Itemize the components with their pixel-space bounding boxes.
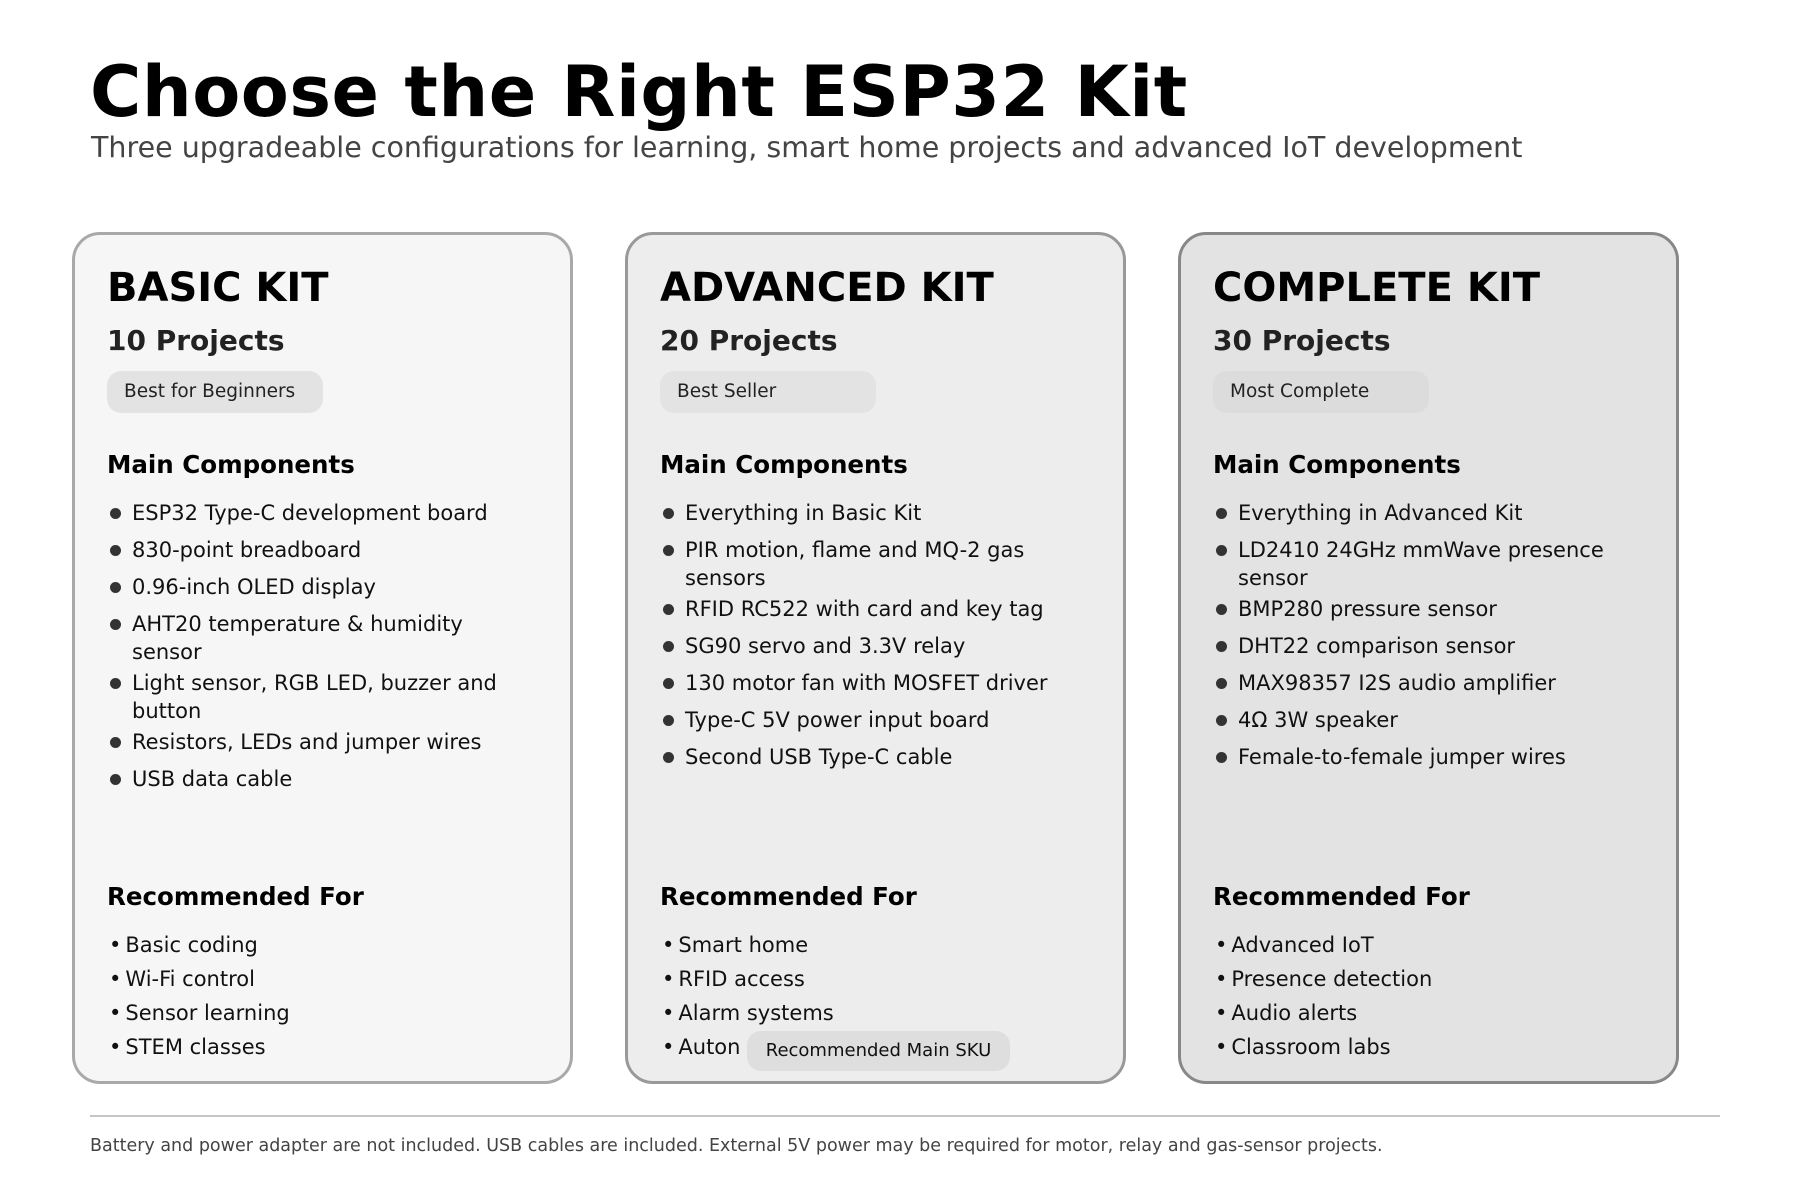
component-text: DHT22 comparison sensor [1238, 634, 1516, 658]
bullet-dot-icon [663, 508, 674, 519]
component-item [1213, 632, 1653, 660]
component-item [1213, 499, 1653, 527]
recommended-item [662, 928, 834, 962]
bullet-icon: • [662, 933, 675, 957]
bullet-icon: • [1215, 1035, 1228, 1059]
kit-badge: Best Seller [660, 371, 876, 413]
recommended-list [109, 928, 290, 1064]
recommended-text: Sensor learning [125, 1001, 290, 1025]
component-text: SG90 servo and 3.3V relay [685, 634, 966, 658]
bullet-dot-icon [1216, 678, 1227, 689]
component-text: 0.96-inch OLED display [132, 575, 376, 599]
kit-name: BASIC KIT [107, 265, 329, 311]
bullet-dot-icon [663, 678, 674, 689]
bullet-icon: • [1215, 967, 1228, 991]
recommended-item [662, 962, 834, 996]
component-text: Everything in Advanced Kit [1238, 501, 1523, 525]
component-item [660, 706, 1100, 734]
component-item [107, 610, 502, 666]
component-text: LD2410 24GHz mmWave presence sensor [1238, 538, 1604, 590]
bullet-icon: • [662, 1001, 675, 1025]
component-text: 830-point breadboard [132, 538, 362, 562]
recommended-text: Presence detection [1231, 967, 1433, 991]
recommended-item [109, 996, 290, 1030]
component-text: Type-C 5V power input board [685, 708, 990, 732]
component-item [1213, 595, 1653, 623]
recommended-heading: Recommended For [107, 882, 364, 911]
component-text: Light sensor, RGB LED, buzzer and button [132, 671, 497, 723]
bullet-dot-icon [110, 508, 121, 519]
components-list [1213, 499, 1653, 771]
components-list [107, 499, 547, 793]
bullet-dot-icon [110, 678, 121, 689]
bullet-dot-icon [1216, 508, 1227, 519]
bullet-dot-icon [663, 752, 674, 763]
kit-badge: Most Complete [1213, 371, 1429, 413]
kit-card-basic[interactable] [72, 232, 573, 1084]
bullet-icon: • [1215, 933, 1228, 957]
component-item [1213, 669, 1653, 697]
bullet-dot-icon [1216, 752, 1227, 763]
component-item [660, 743, 1100, 771]
bullet-dot-icon [110, 619, 121, 630]
component-item [1213, 743, 1653, 771]
component-item [107, 765, 547, 793]
components-heading: Main Components [1213, 450, 1461, 479]
component-item [107, 573, 547, 601]
bullet-dot-icon [110, 737, 121, 748]
bullet-icon: • [662, 967, 675, 991]
component-text: AHT20 temperature & humidity sensor [132, 612, 463, 664]
bullet-dot-icon [110, 774, 121, 785]
footer-note: Battery and power adapter are not included. USB cables are included. External 5V power may be required for motor, relay and gas-sensor projects. [90, 1136, 1383, 1156]
recommended-item [109, 1030, 290, 1064]
recommended-item [109, 928, 290, 962]
recommended-item [109, 962, 290, 996]
bullet-icon: • [109, 1035, 122, 1059]
component-item [660, 536, 1085, 592]
bullet-dot-icon [1216, 545, 1227, 556]
recommended-text: Alarm systems [678, 1001, 834, 1025]
component-text: ESP32 Type-C development board [132, 501, 488, 525]
kit-name: ADVANCED KIT [660, 265, 994, 311]
component-text: 4Ω 3W speaker [1238, 708, 1398, 732]
recommended-text: RFID access [678, 967, 805, 991]
recommended-item [662, 996, 834, 1030]
component-item [107, 728, 547, 756]
kit-projects-count: 30 Projects [1213, 324, 1391, 357]
bullet-dot-icon [663, 641, 674, 652]
bullet-dot-icon [663, 715, 674, 726]
recommended-text: STEM classes [125, 1035, 266, 1059]
page-subtitle: Three upgradeable configurations for learning, smart home projects and advanced IoT development [91, 131, 1523, 164]
recommended-text: Audio alerts [1231, 1001, 1358, 1025]
component-item [107, 669, 532, 725]
component-text: 130 motor fan with MOSFET driver [685, 671, 1048, 695]
kit-name: COMPLETE KIT [1213, 265, 1540, 311]
bullet-icon: • [1215, 1001, 1228, 1025]
component-item [660, 595, 1100, 623]
component-text: Female-to-female jumper wires [1238, 745, 1566, 769]
component-item [1213, 536, 1638, 592]
bullet-dot-icon [1216, 715, 1227, 726]
recommended-heading: Recommended For [1213, 882, 1470, 911]
recommended-item [1215, 962, 1432, 996]
component-item [660, 499, 1100, 527]
component-text: PIR motion, flame and MQ-2 gas sensors [685, 538, 1025, 590]
component-text: Second USB Type-C cable [685, 745, 953, 769]
components-heading: Main Components [107, 450, 355, 479]
bullet-icon: • [109, 1001, 122, 1025]
recommended-sku-badge: Recommended Main SKU [747, 1031, 1010, 1071]
kit-projects-count: 10 Projects [107, 324, 285, 357]
components-list [660, 499, 1100, 771]
component-item [107, 499, 547, 527]
footer-divider [90, 1115, 1720, 1117]
kit-card-advanced[interactable] [625, 232, 1126, 1084]
recommended-text: Auton [678, 1035, 741, 1059]
kit-badge: Best for Beginners [107, 371, 323, 413]
component-text: Resistors, LEDs and jumper wires [132, 730, 482, 754]
component-item [1213, 706, 1653, 734]
component-text: RFID RC522 with card and key tag [685, 597, 1044, 621]
component-item [107, 536, 547, 564]
recommended-text: Wi-Fi control [125, 967, 255, 991]
bullet-icon: • [109, 933, 122, 957]
bullet-dot-icon [663, 545, 674, 556]
recommended-text: Advanced IoT [1231, 933, 1374, 957]
recommended-text: Basic coding [125, 933, 258, 957]
bullet-dot-icon [1216, 641, 1227, 652]
component-item [660, 669, 1100, 697]
component-text: MAX98357 I2S audio amplifier [1238, 671, 1556, 695]
bullet-dot-icon [110, 582, 121, 593]
bullet-dot-icon [663, 604, 674, 615]
bullet-dot-icon [1216, 604, 1227, 615]
recommended-text: Smart home [678, 933, 809, 957]
bullet-dot-icon [110, 545, 121, 556]
page-title: Choose the Right ESP32 Kit [90, 51, 1188, 133]
recommended-heading: Recommended For [660, 882, 917, 911]
recommended-item [1215, 996, 1432, 1030]
component-text: BMP280 pressure sensor [1238, 597, 1497, 621]
component-item [660, 632, 1100, 660]
recommended-text: Classroom labs [1231, 1035, 1391, 1059]
recommended-item [1215, 1030, 1432, 1064]
kit-projects-count: 20 Projects [660, 324, 838, 357]
component-text: USB data cable [132, 767, 293, 791]
recommended-list [1215, 928, 1432, 1064]
recommended-item [1215, 928, 1432, 962]
components-heading: Main Components [660, 450, 908, 479]
bullet-icon: • [662, 1035, 675, 1059]
component-text: Everything in Basic Kit [685, 501, 922, 525]
kit-card-complete[interactable] [1178, 232, 1679, 1084]
bullet-icon: • [109, 967, 122, 991]
